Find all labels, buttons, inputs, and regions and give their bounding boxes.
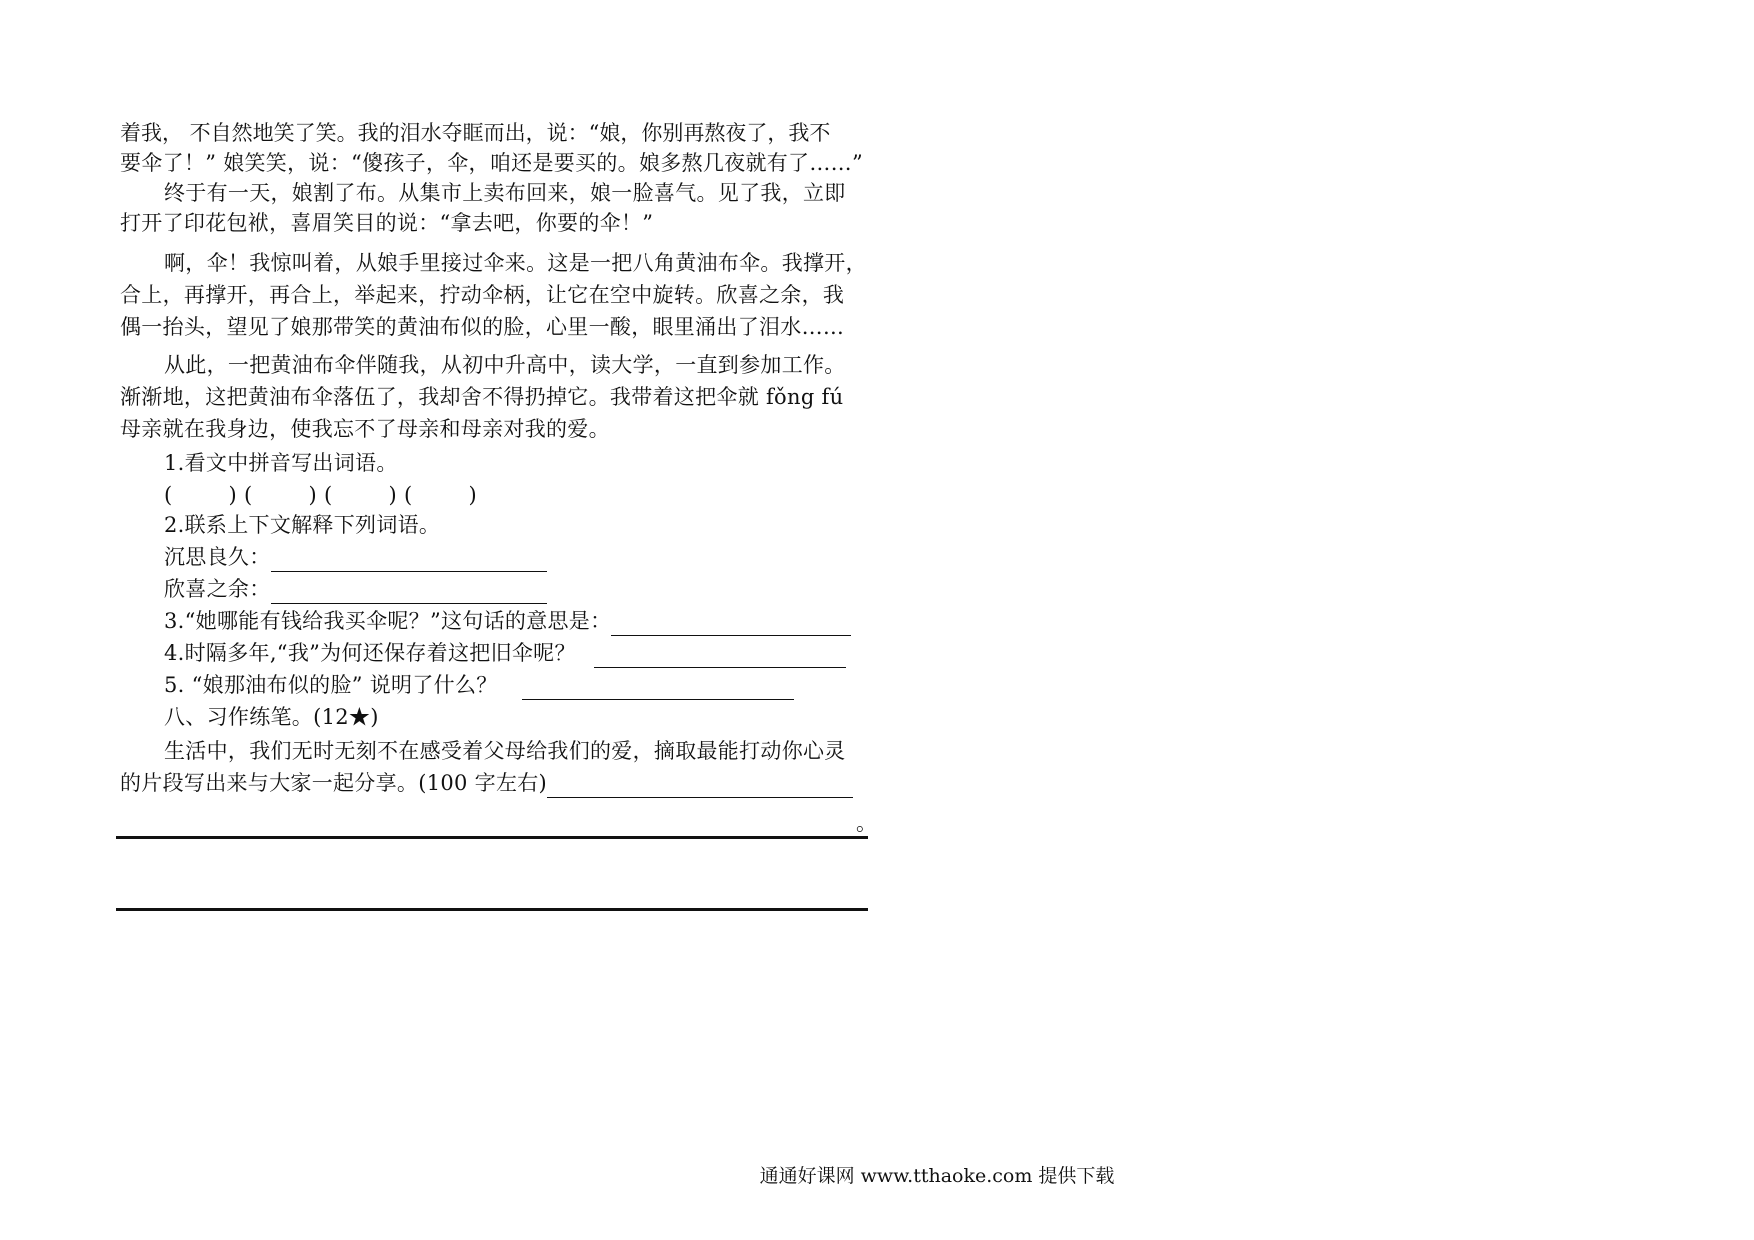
question-3-label: 3.“她哪能有钱给我买伞呢？”这句话的意思是： [164, 609, 612, 633]
question-2a-answer-line[interactable] [271, 549, 547, 572]
question-4 [164, 638, 846, 668]
passage-line-4: 打开了印花包袱，喜眉笑目的说：“拿去吧，你要的伞！” [120, 211, 654, 235]
question-2b [164, 574, 547, 604]
question-4-label: 4.时隔多年,“我”为何还保存着这把旧伞呢？ [164, 641, 576, 665]
passage-line-1-text: 着我， 不自然地笑了笑。我的泪水夺眶而出，说：“娘，你别再熬夜了，我不 [120, 121, 831, 145]
paren-close-1: ) [228, 483, 237, 507]
question-2: 2.联系上下文解释下列词语。 [164, 513, 441, 537]
writing-line-2[interactable] [116, 908, 868, 911]
question-5-answer-line[interactable] [522, 677, 794, 700]
question-3-answer-line[interactable] [611, 613, 851, 636]
section-8-title: 八、习作练笔。(12★) [164, 705, 379, 729]
writing-line-1[interactable] [116, 836, 868, 839]
paren-close-2: ) [308, 483, 317, 507]
passage-line-3: 终于有一天，娘割了布。从集市上卖布回来，娘一脸喜气。见了我，立即 [164, 181, 846, 205]
question-5 [164, 670, 794, 700]
question-2b-label: 欣喜之余： [164, 577, 271, 601]
question-5-label: 5. “娘那油布似的脸” 说明了什么？ [164, 673, 498, 697]
question-1-answer-row [164, 480, 477, 510]
section-8-line-2 [120, 768, 853, 798]
question-2a [164, 542, 547, 572]
section-8-period: 。 [856, 811, 877, 835]
section-8-line-2-text: 的片段写出来与大家一起分享。(100 字左右) [120, 771, 548, 795]
question-3 [164, 606, 851, 636]
paren-close-4: ) [468, 483, 477, 507]
question-1: 1.看文中拼音写出词语。 [164, 451, 398, 475]
question-2b-answer-line[interactable] [271, 581, 547, 604]
section-8-line-1: 生活中，我们无时无刻不在感受着父母给我们的爱，摘取最能打动你心灵 [164, 739, 846, 763]
paren-open-2: ( [243, 483, 253, 507]
section-8-inline-answer-line[interactable] [547, 775, 853, 798]
paren-close-3: ) [388, 483, 397, 507]
passage-line-1 [120, 118, 866, 148]
passage-line-8: 从此，一把黄油布伞伴随我，从初中升高中，读大学，一直到参加工作。 [164, 353, 846, 377]
passage-line-2: 要伞了！” 娘笑笑，说：“傻孩子，伞，咱还是要买的。娘多熬几夜就有了……” [120, 151, 863, 175]
question-2a-label: 沉思良久： [164, 545, 271, 569]
passage-line-9: 渐渐地，这把黄油布伞落伍了，我却舍不得扔掉它。我带着这把伞就 fǒng fú [120, 385, 844, 409]
passage-line-10: 母亲就在我身边，使我忘不了母亲和母亲对我的爱。 [120, 417, 610, 441]
paren-open-1: ( [164, 483, 173, 507]
passage-line-7: 偶一抬头，望见了娘那带笑的黄油布似的脸，心里一酸，眼里涌出了泪水…… [120, 315, 845, 339]
paren-open-3: ( [323, 483, 333, 507]
passage-line-5: 啊，伞！我惊叫着，从娘手里接过伞来。这是一把八角黄油布伞。我撑开， [164, 251, 867, 275]
paren-open-4: ( [403, 483, 413, 507]
footer-credit: 通通好课网 www.tthaoke.com 提供下载 [759, 1165, 1115, 1187]
question-4-answer-line[interactable] [594, 645, 846, 668]
passage-line-6: 合上，再撑开，再合上，举起来，拧动伞柄，让它在空中旋转。欣喜之余，我 [120, 283, 845, 307]
